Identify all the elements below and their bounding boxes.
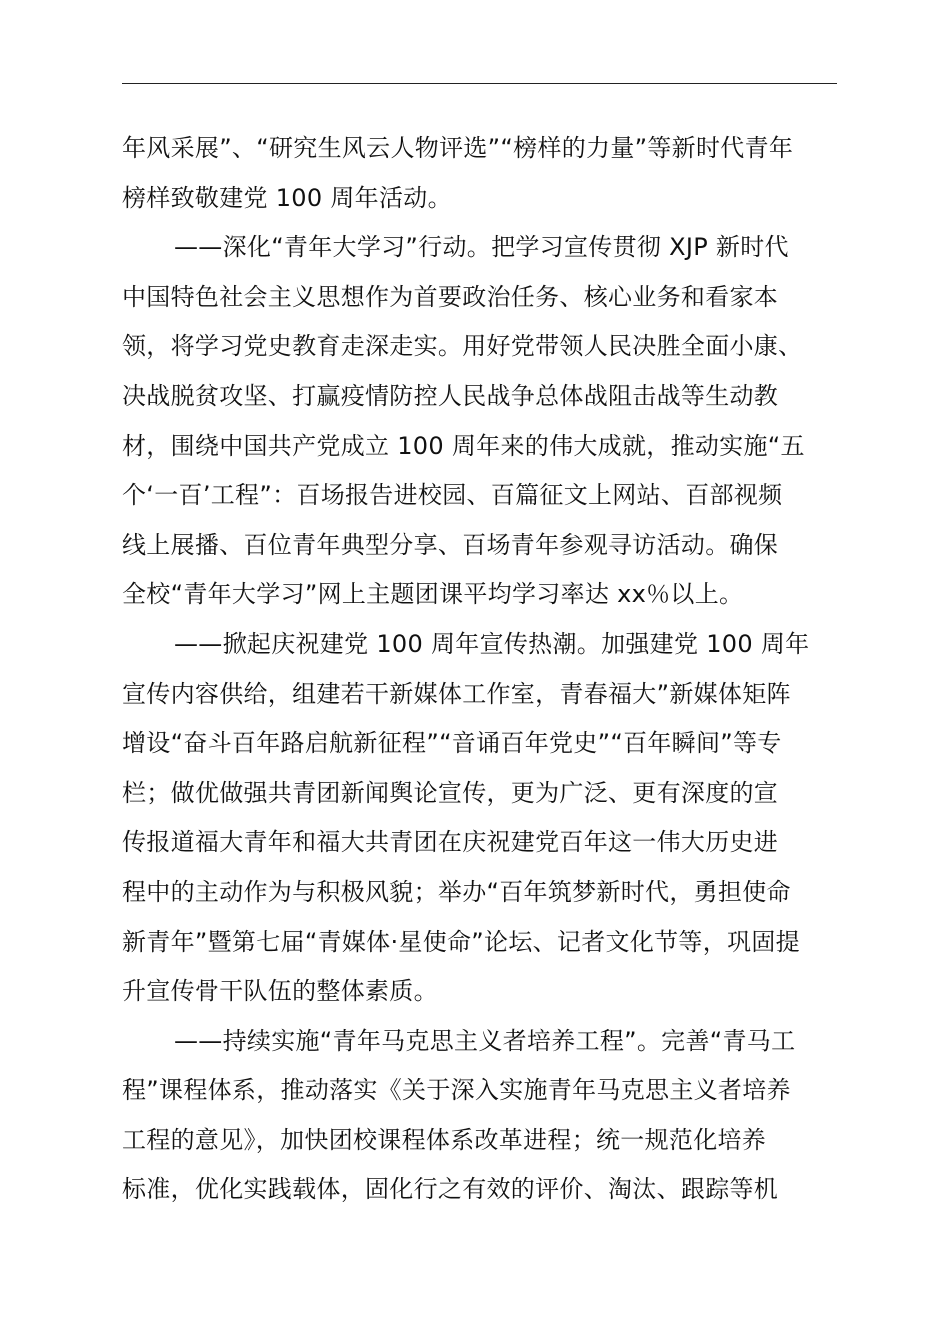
text-line: 线上展播、百位青年典型分享、百场青年参观寻访活动。确保 <box>122 530 779 559</box>
header-rule <box>122 83 837 84</box>
text-line: 标准，优化实践载体，固化行之有效的评价、淘汰、跟踪等机 <box>122 1175 779 1204</box>
text-line: 领，将学习党史教育走深走实。用好党带领人民决胜全面小康、 <box>122 332 803 361</box>
paragraph-start-line: ——掀起庆祝建党 100 周年宣传热潮。加强建党 100 周年 <box>174 629 810 658</box>
body-text <box>122 124 837 1215</box>
text-line: 传报道福大青年和福大共青团在庆祝建党百年这一伟大历史进 <box>122 828 779 857</box>
text-line: 程”课程体系，推动落实《关于深入实施青年马克思主义者培养 <box>122 1076 791 1105</box>
text-line: 增设“奋斗百年路启航新征程”“音诵百年党史”“百年瞬间”等专 <box>122 729 782 758</box>
text-line: 决战脱贫攻坚、打赢疫情防控人民战争总体战阻击战等生动教 <box>122 381 779 410</box>
text-line: 中国特色社会主义思想作为首要政治任务、核心业务和看家本 <box>122 282 779 311</box>
text-line: 榜样致敬建党 100 周年活动。 <box>122 183 452 212</box>
text-line: 宣传内容供给，组建若干新媒体工作室，青春福大”新媒体矩阵 <box>122 679 791 708</box>
text-line: 程中的主动作为与积极风貌；举办“百年筑梦新时代，勇担使命 <box>122 877 791 906</box>
paragraph-start-line: ——持续实施“青年马克思主义者培养工程”。完善“青马工 <box>174 1026 796 1055</box>
text-line: 工程的意见》，加快团校课程体系改革进程；统一规范化培养 <box>122 1125 767 1154</box>
paragraph-start-line: ——深化“青年大学习”行动。把学习宣传贯彻 XJP 新时代 <box>174 233 789 262</box>
text-line: 新青年”暨第七届“青媒体·星使命”论坛、记者文化节等，巩固提 <box>122 927 800 956</box>
text-line: 升宣传骨干队伍的整体素质。 <box>122 977 438 1006</box>
text-line: 个‘一百’工程”：百场报告进校园、百篇征文上网站、百部视频 <box>122 481 783 510</box>
text-line: 栏；做优做强共青团新闻舆论宣传，更为广泛、更有深度的宣 <box>122 778 779 807</box>
text-line: 材，围绕中国共产党成立 100 周年来的伟大成就，推动实施“五 <box>122 431 805 460</box>
text-line: 年风采展”、“研究生风云人物评选”“榜样的力量”等新时代青年 <box>122 134 794 162</box>
text-line: 全校“青年大学习”网上主题团课平均学习率达 xx％以上。 <box>122 580 744 609</box>
